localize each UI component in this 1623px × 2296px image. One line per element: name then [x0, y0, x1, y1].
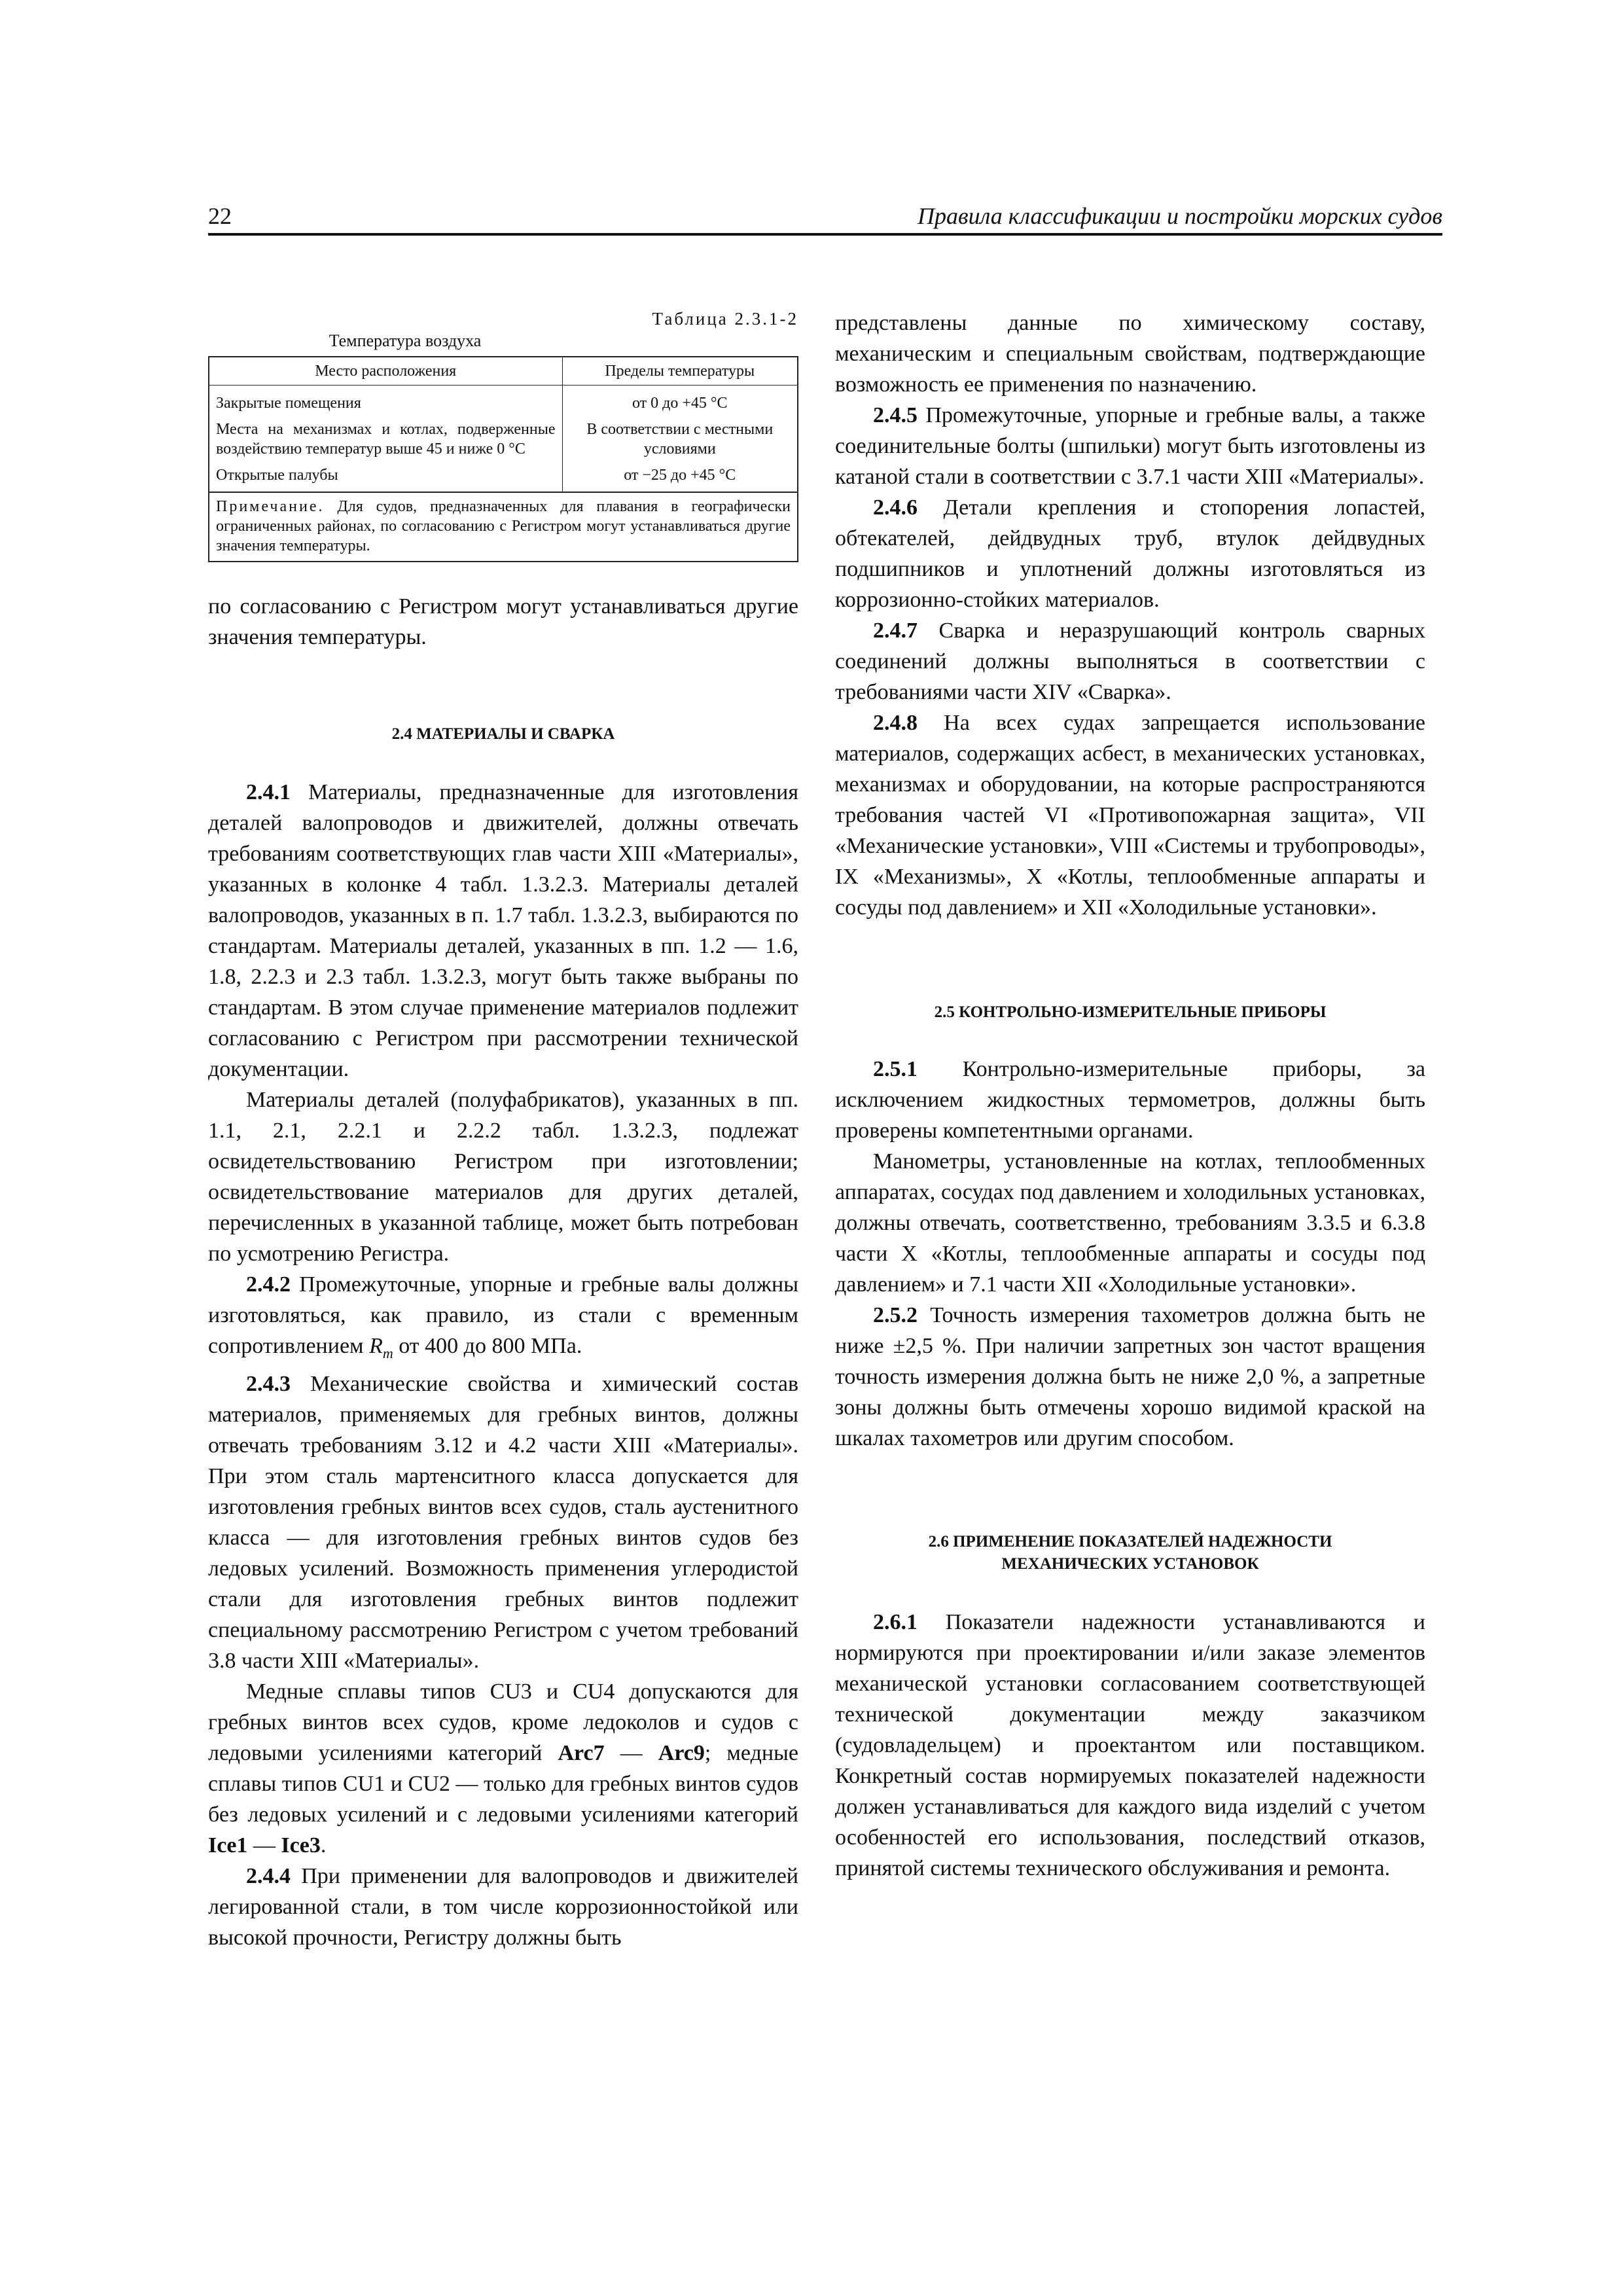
paragraph: Материалы деталей (полуфабрикатов), указанных в пп. 1.1, 2.1, 2.2.1 и 2.2.2 табл. 1.3.2.3, подлежат освидетельствованию Регистром при изготовлении; освидетельствование материалов для других деталей, перечисленных в указанной таблице, может быть потребован по усмотрению Регистра.: [208, 1088, 798, 1266]
continuation-text: представлены данные по химическому составу, механическим и специальным свойствам, подтверждающие возможность ее применения по назначению.: [835, 311, 1425, 397]
page-number: 22: [208, 203, 232, 229]
table-note-text: Для судов, предназначенных для плавания в географически ограниченных районах, по согласованию с Регистром могут устанавливаться другие значения температуры.: [216, 498, 791, 554]
paragraph-2-4-7: 2.4.7 Сварка и неразрушающий контроль сварных соединений должны выполняться в соответствии с требованиями части XIV «Сварка».: [835, 619, 1425, 704]
table-block: [208, 308, 798, 562]
paragraph-2-4-6: 2.4.6 Детали крепления и стопорения лопастей, обтекателей, дейдвудных труб, втулок дейдвудных подшипников и уплотнений должны изготовляться из коррозионно-стойких материалов.: [835, 495, 1425, 612]
paragraph-2-4-4: 2.4.4 При применении для валопроводов и движителей легированной стали, в том числе коррозионностойкой или высокой прочности, Регистру должны быть: [208, 1863, 798, 1950]
table-cell-range: В соответствии с местными условиями: [562, 416, 798, 462]
table-header-row: [209, 357, 798, 386]
table-header-place: Место расположения: [209, 357, 562, 386]
temperature-table: [208, 356, 798, 562]
section-title-2-5: 2.5 КОНТРОЛЬНО-ИЗМЕРИТЕЛЬНЫЕ ПРИБОРЫ: [934, 1003, 1327, 1021]
paragraph-2-4-8: 2.4.8 На всех судах запрещается использование материалов, содержащих асбест, в механических установках, механизмах и оборудовании, на которые распространяются требования частей VI «Противопожарная защита», VII «Механические установки», VIII «Системы и трубопроводы», IX «Механизмы», X «Котлы, теплообменные аппараты и сосуды под давлением» и XII «Холодильные установки».: [835, 711, 1425, 920]
paragraph: Медные сплавы типов CU3 и CU4 допускаются для гребных винтов всех судов, кроме ледоколов и судов с ледовыми усилениями категорий Arc7 — Arc9; медные сплавы типов CU1 и CU2 — только для гребных винтов судов без ледовых усилений и с ледовыми усилениями категорий Ice1 — Ice3.: [208, 1679, 798, 1857]
paragraph-2-4-3: 2.4.3 Механические свойства и химический состав материалов, применяемых для гребных винтов, должны отвечать требованиям 3.12 и 4.2 части XIII «Материалы». При этом сталь мартенситного класса допускается для изготовления гребных винтов всех судов, сталь аустенитного класса — для изготовления гребных винтов судов без ледовых усилений. Возможность применения углеродистой стали для изготовления гребных винтов подлежит специальному рассмотрению Регистром с учетом требований 3.8 части XIII «Материалы».: [208, 1371, 799, 1673]
paragraph-2-4-1: 2.4.1 Материалы, предназначенные для изготовления деталей валопроводов и движителей, должны отвечать требованиям соответствующих глав части XIII «Материалы», указанных в колонке 4 табл. 1.3.2.3. Материалы деталей валопроводов, указанных в п. 1.7 табл. 1.3.2.3, выбираются по стандартам. Материалы деталей, указанных в пп. 1.2 — 1.6, 1.8, 2.2.3 и 2.3 табл. 1.3.2.3, могут быть также выбраны по стандартам. В этом случае применение материалов подлежит согласованию с Регистром при рассмотрении технической документации.: [208, 780, 798, 1081]
table-cell-range: от 0 до +45 °С: [562, 386, 798, 417]
header-rule: [208, 233, 1442, 236]
paragraph-2-5-1: 2.5.1 Контрольно-измерительные приборы, за исключением жидкостных термометров, должны быть проверены компетентными органами.: [835, 1057, 1425, 1143]
paragraph-2-4-2: 2.4.2 Промежуточные, упорные и гребные валы должны изготовляться, как правило, из стали с временным сопротивлением $R_m$ от 400 до 800 МПа.: [208, 1272, 798, 1361]
table-caption: Таблица 2.3.1-2: [652, 309, 798, 329]
paragraph-2-5-2: 2.5.2 Точность измерения тахометров должна быть не ниже ±2,5 %. При наличии запретных зон частот вращения точность измерения должна быть не ниже 2,0 %, а запретные зоны должны быть отмечены хорошо видимой краской на шкалах тахометров или другим способом.: [835, 1303, 1426, 1450]
table-row: [209, 416, 798, 462]
paragraph-2-4-5: 2.4.5 Промежуточные, упорные и гребные валы, а также соединительные болты (шпильки) могут быть изготовлены из катаной стали в соответствии с 3.7.1 части XIII «Материалы».: [835, 403, 1426, 489]
table-cell-place: Закрытые помещения: [216, 395, 361, 412]
table-title: Температура воздуха: [329, 331, 482, 350]
table-row: [209, 462, 798, 492]
table-cell-range: от −25 до +45 °С: [562, 462, 798, 492]
table-cell-place: Открытые палубы: [216, 467, 338, 484]
table-header-range: Пределы температуры: [562, 357, 798, 386]
continuation-text: по согласованию с Регистром могут устанавливаться другие значения температуры.: [208, 594, 798, 649]
running-title: Правила классификации и постройки морских судов: [918, 203, 1442, 229]
table-note-row: [209, 492, 798, 562]
paragraph: Манометры, установленные на котлах, теплообменных аппаратах, сосудах под давлением и холодильных установках, должны отвечать, соответственно, требованиям 3.3.5 и 6.3.8 части X «Котлы, теплообменные аппараты и сосуды под давлением» и 7.1 части XII «Холодильные установки».: [835, 1149, 1425, 1297]
section-title-2-6: 2.6 ПРИМЕНЕНИЕ ПОКАЗАТЕЛЕЙ НАДЕЖНОСТИ МЕХАНИЧЕСКИХ УСТАНОВОК: [928, 1533, 1332, 1573]
page-header: [208, 202, 1442, 230]
table-row: [209, 386, 798, 417]
table-cell-place: Места на механизмах и котлах, подверженные воздействию температур выше 45 и ниже 0 °С: [216, 421, 556, 457]
paragraph-2-6-1: 2.6.1 Показатели надежности устанавливаются и нормируются при проектировании и/или заказе элементов механической установки согласованием соответствующей технической документации между заказчиком (судовладельцем) и проектантом или поставщиком. Конкретный состав нормируемых показателей надежности должен устанавливаться для каждого вида изделий с учетом особенностей его использования, последствий отказов, принятой системы технического обслуживания и ремонта.: [835, 1610, 1425, 1880]
table-note-label: Примечание.: [216, 498, 325, 515]
table-note: [209, 492, 798, 562]
section-title-2-4: 2.4 МАТЕРИАЛЫ И СВАРКА: [391, 725, 615, 743]
right-column: [835, 308, 1425, 1884]
left-column: [208, 308, 798, 1953]
